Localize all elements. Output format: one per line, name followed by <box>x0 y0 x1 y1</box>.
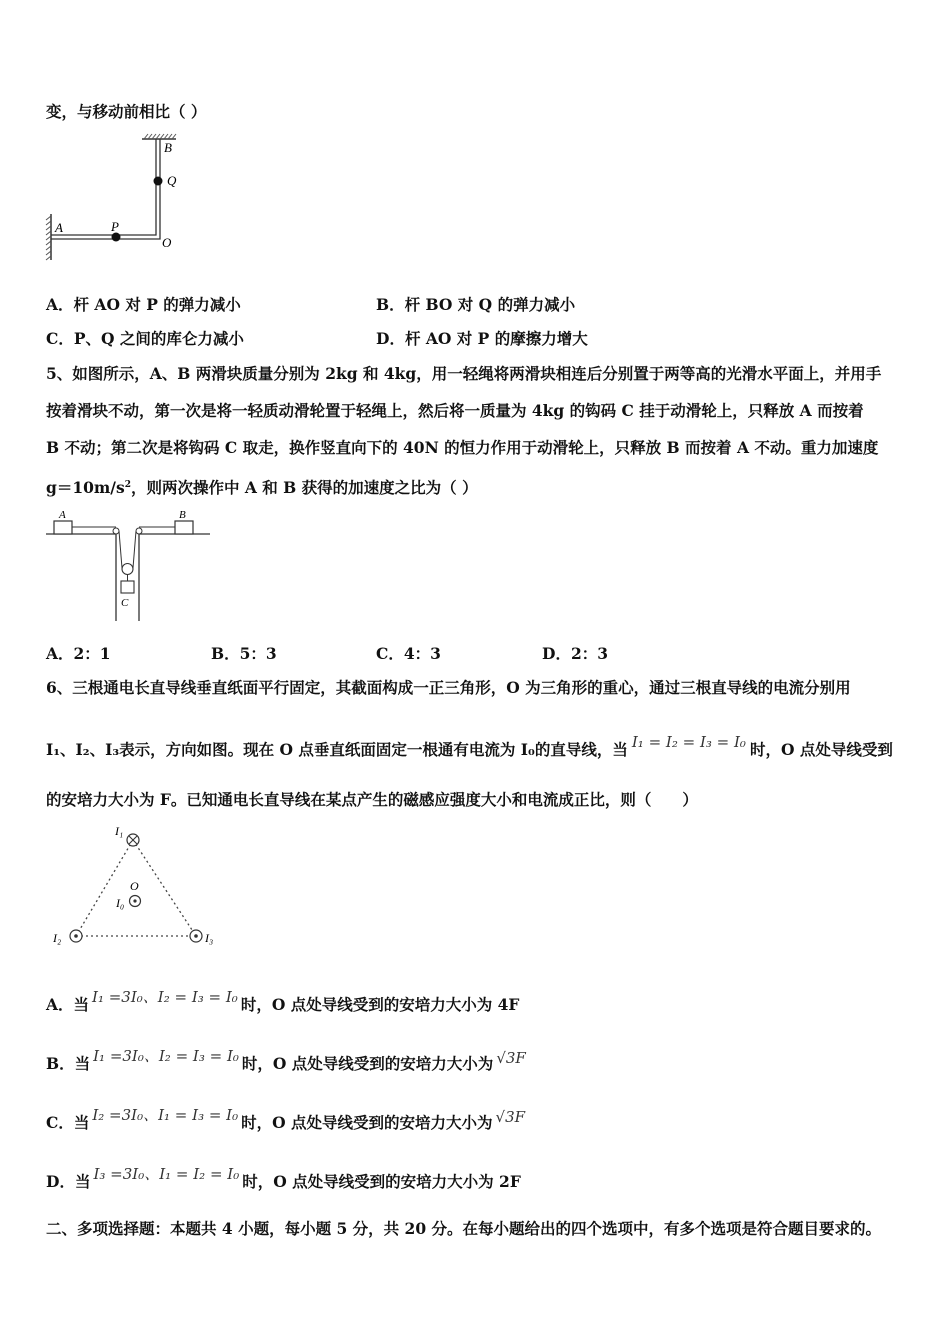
q6-line-1: 6、三根通电长直导线垂直纸面平行固定，其截面构成一正三角形，O 为三角形的重心，通过三根直导线的电流分别用 <box>46 678 851 697</box>
q5-option-a: A．2：1 <box>46 644 111 663</box>
q6-line-3: 的安培力大小为 F。已知通电长直导线在某点产生的磁感应强度大小和电流成正比，则（ ） <box>46 790 698 809</box>
label-i1: I₁ <box>115 824 124 838</box>
q6-option-a: A．当 I₁ =3I₀、I₂ = I₃ = I₀ 时，O 点处导线受到的安培力大小为 4F <box>46 988 520 1014</box>
label-i3: I₃ <box>205 931 214 945</box>
block-a <box>54 521 72 534</box>
label-c: C <box>121 597 129 609</box>
q4-option-c: C．P、Q 之间的库仑力减小 <box>46 329 244 348</box>
label-a: A <box>59 509 66 521</box>
bead-q <box>154 177 163 186</box>
label-i2: I₂ <box>53 931 62 945</box>
label-a: A <box>55 220 63 235</box>
q6-option-c: C．当 I₂ =3I₀、I₁ = I₃ = I₀ 时，O 点处导线受到的安培力大小为 √3F <box>46 1106 526 1132</box>
q6-line-2: I₁、I₂、I₃表示，方向如图。现在 O 点垂直纸面固定一根通有电流为 I₀的直导线，当 I₁ = I₂ = I₃ = I₀ 时，O 点处导线受到 <box>46 733 893 759</box>
label-p: P <box>111 219 119 234</box>
q6-option-b: B．当 I₁ =3I₀、I₂ = I₃ = I₀ 时，O 点处导线受到的安培力大小为 √3F <box>46 1047 526 1073</box>
q5-figure <box>44 506 212 624</box>
label-o: O <box>162 235 172 250</box>
label-o: O <box>130 879 139 893</box>
label-b: B <box>164 140 172 155</box>
label-q: Q <box>167 173 177 188</box>
block-b <box>175 521 193 534</box>
section-2-heading: 二、多项选择题：本题共 4 小题，每小题 5 分，共 20 分。在每小题给出的四个选项中，有多个选项是符合题目要求的。 <box>46 1219 882 1238</box>
q5-line-3: B 不动；第二次是将钩码 C 取走，换作竖直向下的 40N 的恒力作用于动滑轮上，只释放 B 而按着 A 不动。重力加速度 <box>46 438 879 457</box>
label-b: B <box>179 509 186 521</box>
weight-c <box>121 581 134 593</box>
moving-pulley <box>122 564 133 575</box>
q4-option-b: B．杆 BO 对 Q 的弹力减小 <box>376 295 576 314</box>
q6-figure <box>44 822 224 950</box>
q4-stem-tail: 变，与移动前相比（ ） <box>46 102 207 121</box>
q5-line-2: 按着滑块不动，第一次是将一轻质动滑轮置于轻绳上，然后将一质量为 4kg 的钩码 C 挂于动滑轮上，只释放 A 而按着 <box>46 401 864 420</box>
label-i0: I₀ <box>116 896 125 910</box>
q6-option-d: D．当 I₃ =3I₀、I₁ = I₂ = I₀ 时，O 点处导线受到的安培力大小为 2F <box>46 1165 521 1191</box>
q5-line-4: $g=10m/s^2$，则两次操作中 A 和 B 获得的加速度之比为（ ） <box>46 478 478 498</box>
q4-option-d: D．杆 AO 对 P 的摩擦力增大 <box>376 329 588 348</box>
q6-math-condition: I₁ = I₂ = I₃ = I₀ <box>631 733 746 751</box>
q4-figure <box>44 132 194 264</box>
q5-option-b: B．5：3 <box>211 644 277 663</box>
q5-option-c: C．4：3 <box>376 644 441 663</box>
q4-option-a: A．杆 AO 对 P 的弹力减小 <box>46 295 241 314</box>
q5-line-1: 5、如图所示，A、B 两滑块质量分别为 2kg 和 4kg，用一轻绳将两滑块相连后分别置于两等高的光滑水平面上，并用手 <box>46 364 882 383</box>
q5-option-d: D．2：3 <box>542 644 609 663</box>
